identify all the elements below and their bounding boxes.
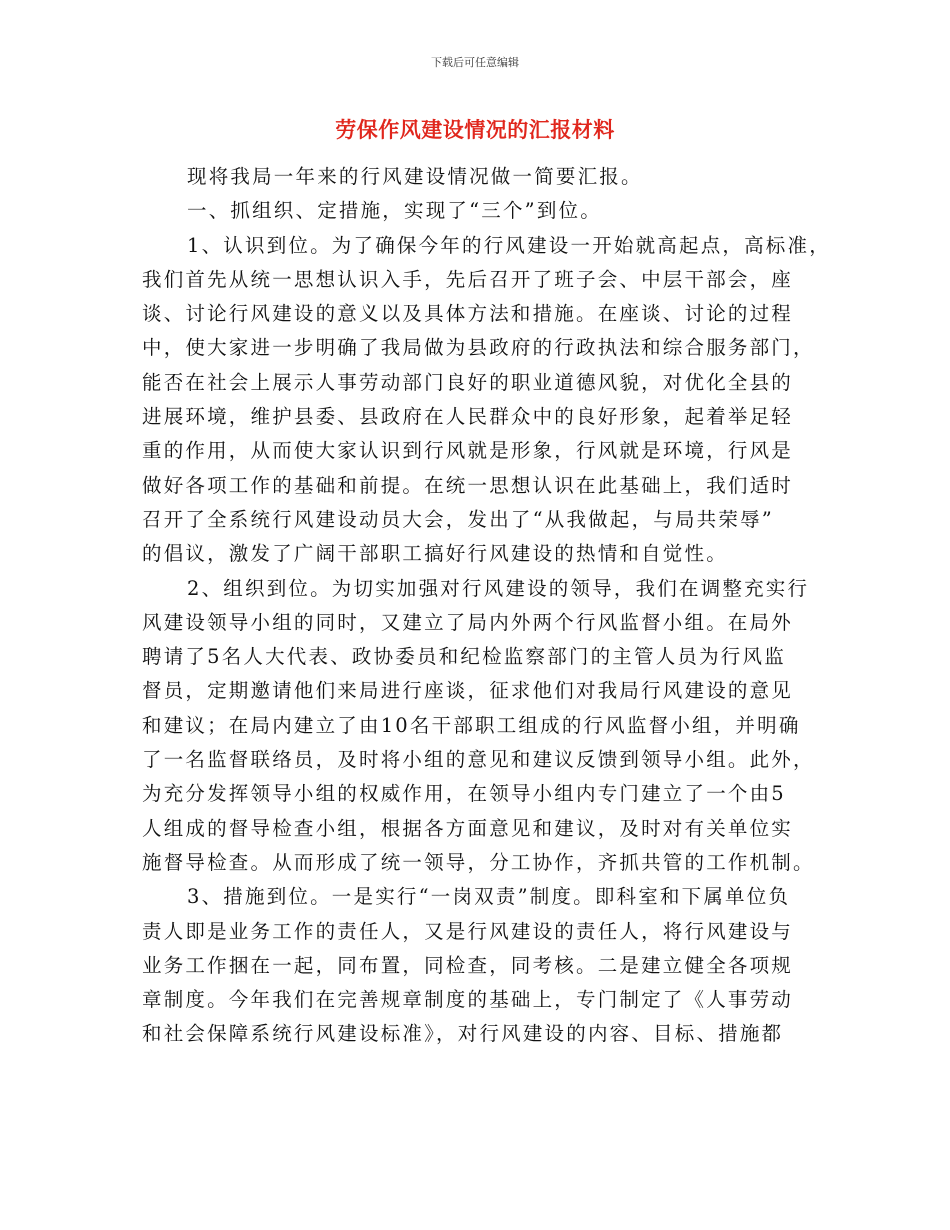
paragraph-line: 3、措施到位。一是实行“一岗双责”制度。即科室和下属单位负 <box>187 885 791 909</box>
paragraph-line: 做好各项工作的基础和前提。在统一思想认识在此基础上，我们适时 <box>142 473 794 497</box>
paragraph-line: 风建设领导小组的同时，又建立了局内外两个行风监督小组。在局外 <box>142 610 794 634</box>
paragraph-line: 召开了全系统行风建设动员大会，发出了“从我做起，与局共荣辱” <box>142 507 774 531</box>
paragraph-line: 我们首先从统一思想认识入手，先后召开了班子会、中层干部会，座 <box>142 267 794 291</box>
paragraph-line: 重的作用，从而使大家认识到行风就是形象，行风就是环境，行风是 <box>142 439 794 463</box>
paragraph-line: 和建议；在局内建立了由10名干部职工组成的行风监督小组，并明确 <box>142 713 801 737</box>
paragraph-line: 中，使大家进一步明确了我局做为县政府的行政执法和综合服务部门， <box>142 336 815 360</box>
paragraph-line: 了一名监督联络员，及时将小组的意见和建议反馈到领导小组。此外， <box>142 748 815 772</box>
paragraph-line: 2、组织到位。为切实加强对行风建设的领导，我们在调整充实行 <box>187 576 810 600</box>
paragraph-line: 责人即是业务工作的责任人，又是行风建设的责任人，将行风建设与 <box>142 919 794 943</box>
paragraph-line: 业务工作捆在一起，同布置，同检查，同考核。二是建立健全各项规 <box>142 953 794 977</box>
paragraph-line: 施督导检查。从而形成了统一领导，分工协作，齐抓共管的工作机制。 <box>142 850 815 874</box>
paragraph-line: 谈、讨论行风建设的意义以及具体方法和措施。在座谈、讨论的过程 <box>142 302 794 326</box>
paragraph-line: 的倡议，激发了广阔干部职工搞好行风建设的热情和自觉性。 <box>142 542 728 566</box>
paragraph-line: 和社会保障系统行风建设标准》，对行风建设的内容、目标、措施都 <box>142 1022 784 1046</box>
paragraph-line: 能否在社会上展示人事劳动部门良好的职业道德风貌，对优化全县的 <box>142 370 794 394</box>
header-note: 下载后可任意编辑 <box>431 56 519 69</box>
section-heading-1: 一、抓组织、定措施，实现了“三个”到位。 <box>187 199 602 223</box>
paragraph-line: 聘请了5名人大代表、政协委员和纪检监察部门的主管人员为行风监 <box>142 645 786 669</box>
paragraph-line: 人组成的督导检查小组，根据各方面意见和建议，及时对有关单位实 <box>142 816 794 840</box>
document-body <box>142 160 831 1052</box>
paragraph-intro: 现将我局一年来的行风建设情况做一简要汇报。 <box>187 165 643 188</box>
paragraph-line: 章制度。今年我们在完善规章制度的基础上，专门制定了《人事劳动 <box>142 988 794 1012</box>
paragraph-line: 1、认识到位。为了确保今年的行风建设一开始就高起点，高标准， <box>187 233 831 257</box>
paragraph-line: 进展环境，维护县委、县政府在人民群众中的良好形象，起着举足轻 <box>142 405 794 429</box>
document-title: 劳保作风建设情况的汇报材料 <box>335 118 615 142</box>
paragraph-line: 督员，定期邀请他们来局进行座谈，征求他们对我局行风建设的意见 <box>142 679 794 703</box>
paragraph-line: 为充分发挥领导小组的权威作用，在领导小组内专门建立了一个由5 <box>142 782 786 806</box>
